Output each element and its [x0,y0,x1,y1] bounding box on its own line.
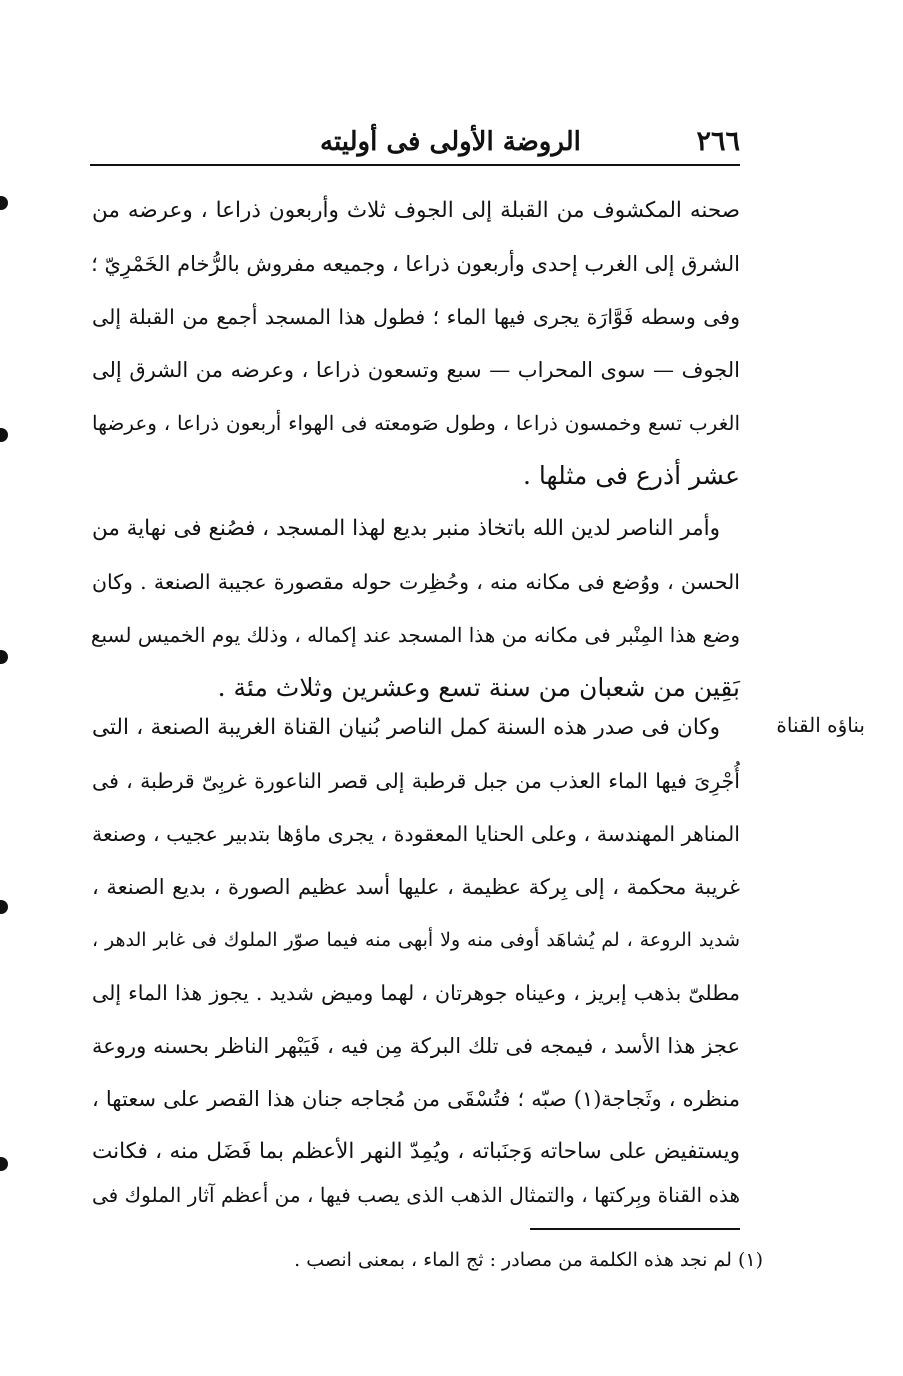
binding-mark [0,1157,8,1171]
binding-mark [0,650,8,664]
text-line-17: عجز هذا الأسد ، فيمجه فى تلك البركة مِن فيه ، فَيَبْهر الناظر بحسنه وروعة [92,1034,740,1058]
binding-mark [0,196,8,210]
text-line-8: الحسن ، ووُضع فى مكانه منه ، وحُظِرت حوله مقصورة عجيبة الصنعة . وكان [92,570,740,594]
text-line-6: عشر أذرع فى مثلها . [523,461,740,490]
text-line-4: الجوف — سوى المحراب — سبع وتسعون ذراعا ، وعرضه من الشرق إلى [92,358,740,382]
page-number: ٢٦٦ [696,126,740,157]
text-line-20: هذه القناة وبِركتها ، والتمثال الذهب الذى يصب فيها ، من أعظم آثار الملوك فى [92,1183,740,1207]
binding-mark [0,428,8,442]
text-line-7: وأمر الناصر لدين الله باتخاذ منبر بديع لهذا المسجد ، فصُنع فى نهاية من [91,516,720,541]
running-title: الروضة الأولى فى أوليته [320,127,581,157]
page-header [90,120,740,166]
margin-note: بناؤه القناة [776,713,865,737]
footnote-divider [530,1228,740,1230]
text-line-2: الشرق إلى الغرب إحدى وأربعون ذراعا ، وجميعه مفروش بالرُّخام الخَمْرِيّ ؛ [91,252,740,276]
text-line-11: وكان فى صدر هذه السنة كمل الناصر بُنيان القناة الغريبة الصنعة ، التى [92,715,720,740]
text-line-19: ويستفيض على ساحاته وَجنَباته ، ويُمِدّ النهر الأعظم بما فَضَل منه ، فكانت [92,1139,740,1164]
footnote: (١) لم نجد هذه الكلمة من مصادر : ثج الماء ، بمعنى انصب . [294,1249,763,1271]
text-line-13: المناهر المهندسة ، وعلى الحنايا المعقودة ، يجرى ماؤها بتدبير عجيب ، وصنعة [92,822,740,846]
text-line-18: منظره ، وثَجاجة(١) صبّه ؛ فتُسْقَى من مُجاجه جنان هذا القصر على سعتها ، [92,1087,740,1111]
text-line-10: بَقِين من شعبان من سنة تسع وعشرين وثلاث مئة . [217,673,740,702]
text-line-16: مطلىّ بذهب إبريز ، وعيناه جوهرتان ، لهما وميض شديد . يجوز هذا الماء إلى [92,981,740,1005]
text-line-5: الغرب تسع وخمسون ذراعا ، وطول صَومعته فى الهواء أربعون ذراعا ، وعرضها [92,411,740,435]
binding-mark [0,900,8,914]
text-line-14: غريبة محكمة ، إلى بِركة عظيمة ، عليها أسد عظيم الصورة ، بديع الصنعة ، [92,875,740,899]
text-line-12: أُجْرِىَ فيها الماء العذب من جبل قرطبة إلى قصر الناعورة غربِىّ قرطبة ، فى [92,769,740,793]
text-line-9: وضع هذا المِنْبر فى مكانه من هذا المسجد عند إكماله ، وذلك يوم الخميس لسبع [90,623,740,647]
text-line-3: وفى وسطه فَوَّارَة يجرى فيها الماء ؛ فطول هذا المسجد أجمع من القبلة إلى [92,305,740,329]
text-line-15: شديد الروعة ، لم يُشاهَد أوفى منه ولا أبهى منه فيما صوّر الملوك فى غابر الدهر ، [92,929,740,951]
text-line-1: صحنه المكشوف من القبلة إلى الجوف ثلاث وأربعون ذراعا ، وعرضه من [92,198,740,223]
